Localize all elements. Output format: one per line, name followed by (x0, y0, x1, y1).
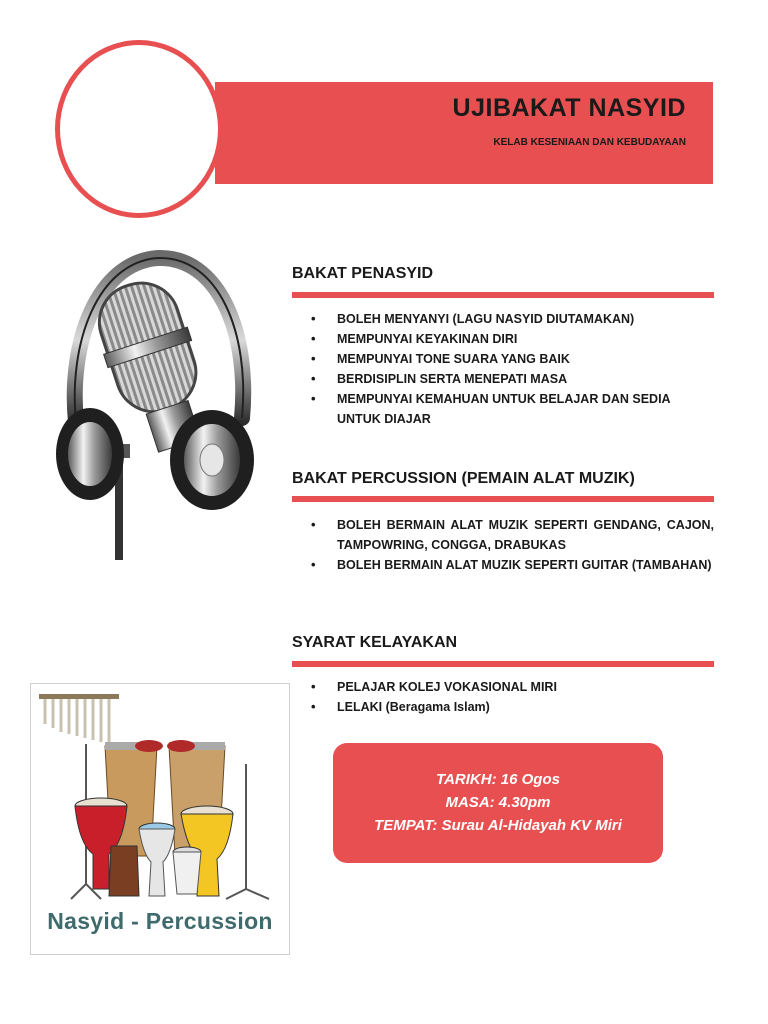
event-venue: TEMPAT: Surau Al-Hidayah KV Miri (374, 817, 622, 834)
section-divider (292, 496, 714, 502)
list-item: • BOLEH BERMAIN ALAT MUZIK SEPERTI GENDANG, CAJON, TAMPOWRING, CONGGA, DRABUKAS (292, 515, 714, 555)
section-heading-eligibility: SYARAT KELAYAKAN (292, 634, 458, 651)
percussion-list (292, 515, 714, 575)
event-time: MASA: 4.30pm (445, 794, 551, 811)
percussion-caption: Nasyid - Percussion (47, 908, 273, 934)
list-item: • MEMPUNYAI KEMAHUAN UNTUK BELAJAR DAN SEDIA UNTUK DIAJAR (292, 389, 714, 429)
list-item: • MEMPUNYAI KEYAKINAN DIRI (292, 329, 714, 349)
section-heading-percussion: BAKAT PERCUSSION (PEMAIN ALAT MUZIK) (292, 470, 635, 487)
section-divider (292, 292, 714, 298)
page-subtitle: KELAB KESENIAAN DAN KEBUDAYAAN (493, 137, 686, 148)
percussion-image (30, 683, 290, 955)
list-item: • BOLEH BERMAIN ALAT MUZIK SEPERTI GUITAR (TAMBAHAN) (292, 555, 714, 575)
list-item: • PELAJAR KOLEJ VOKASIONAL MIRI (292, 677, 714, 697)
list-item: • BOLEH MENYANYI (LAGU NASYID DIUTAMAKAN) (292, 309, 714, 329)
header-circle (55, 40, 223, 218)
event-info-box (333, 743, 663, 863)
list-item: • LELAKI (Beragama Islam) (292, 697, 714, 717)
event-date: TARIKH: 16 Ogos (436, 771, 560, 788)
penasyid-list (292, 309, 714, 429)
section-divider (292, 661, 714, 667)
microphone-headphones-image (28, 222, 270, 560)
list-item: • BERDISIPLIN SERTA MENEPATI MASA (292, 369, 714, 389)
section-heading-penasyid: BAKAT PENASYID (292, 265, 434, 282)
list-item: • MEMPUNYAI TONE SUARA YANG BAIK (292, 349, 714, 369)
page-title: UJIBAKAT NASYID (452, 94, 686, 122)
percussion-instruments-illustration (31, 684, 289, 904)
eligibility-list (292, 677, 714, 717)
